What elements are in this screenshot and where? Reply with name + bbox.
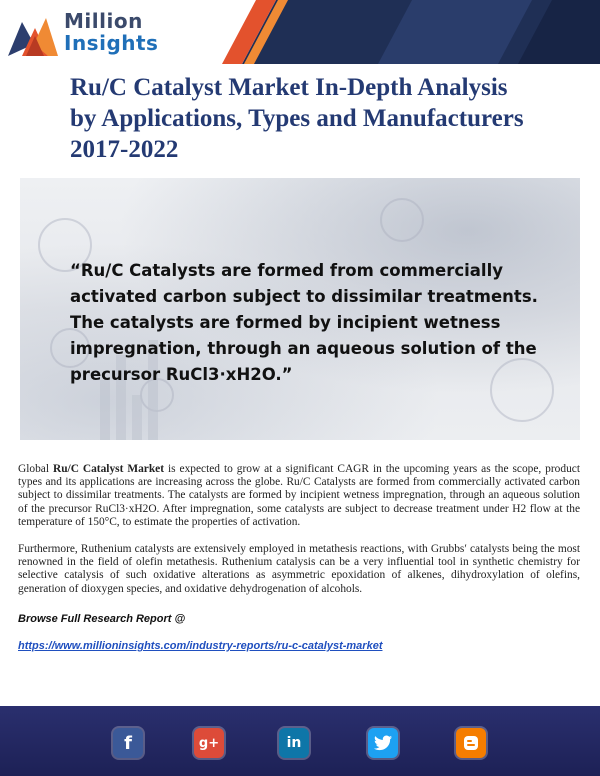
blogger-icon[interactable] (456, 728, 486, 758)
report-link[interactable]: https://www.millioninsights.com/industry-reports/ru-c-catalyst-market (18, 640, 383, 652)
hero-quote: “Ru/C Catalysts are formed from commercially activated carbon subject to dissimilar treatments. The catalysts are formed by incipient wetness impregnation, through an aqueous solution of the precursor RuCl3·xH2O.” (70, 261, 538, 384)
browse-label: Browse Full Research Report @ (18, 613, 186, 625)
logo-mark-icon (8, 14, 58, 56)
brand-wordmark (64, 10, 158, 54)
twitter-icon[interactable] (368, 728, 398, 758)
hero-decor-bar (100, 380, 110, 440)
google-plus-glyph: g+ (198, 735, 220, 751)
hero-banner (20, 178, 580, 440)
linkedin-icon[interactable] (279, 728, 309, 758)
brand-logo[interactable] (8, 8, 158, 58)
blogger-b-icon (462, 734, 480, 752)
brand-name-line1: Million (64, 9, 143, 33)
intro-rest: is expected to grow at a significant CAGR in the upcoming years as the scope, product types and its applications are increasing across the globe. Ru/C Catalysts are formed from commercially activated carbon subject to dissimilar treatments. The catalysts are formed by incipient wetness impregnation, through an aqueous solution of the precursor RuCl3·xH2O. After impregnation, some catalysts are subject to decrease treatment under H2 flow at the temperature of 150°C, to estimate the properties of activation. (18, 463, 580, 528)
facebook-icon[interactable] (113, 728, 143, 758)
intro-lead: Global (18, 463, 53, 475)
detail-paragraph: Furthermore, Ruthenium catalysts are extensively employed in metathesis reactions, with Grubbs′ catalysts being the most renowned in the field of olefin metathesis. Ruthenium catalysis can be a very influential tool in synthetic chemistry for selective catalysis of such oxidative alterations as asymmetric epoxidation of alkenes, dihydroxylation of olefins, generation of dioxygen species, and oxidative dehydrogenation of alcohols. (18, 543, 580, 595)
facebook-glyph: f (124, 732, 132, 754)
market-name: Ru/C Catalyst Market (52, 463, 165, 475)
intro-paragraph (18, 463, 580, 529)
linkedin-glyph: in (286, 735, 302, 751)
brand-name-line2: Insights (64, 31, 159, 55)
hero-decor-circle (380, 198, 424, 242)
header-chevron-shade (373, 0, 538, 64)
twitter-bird-icon (374, 735, 392, 751)
footer (0, 706, 600, 776)
header-decor-band (235, 0, 600, 64)
hero-decor-bar (132, 395, 142, 440)
page-title: Ru/C Catalyst Market In-Depth Analysis by Applications, Types and Manufacturers 2017-2022 (70, 74, 524, 163)
header (0, 0, 600, 64)
google-plus-icon[interactable] (194, 728, 224, 758)
